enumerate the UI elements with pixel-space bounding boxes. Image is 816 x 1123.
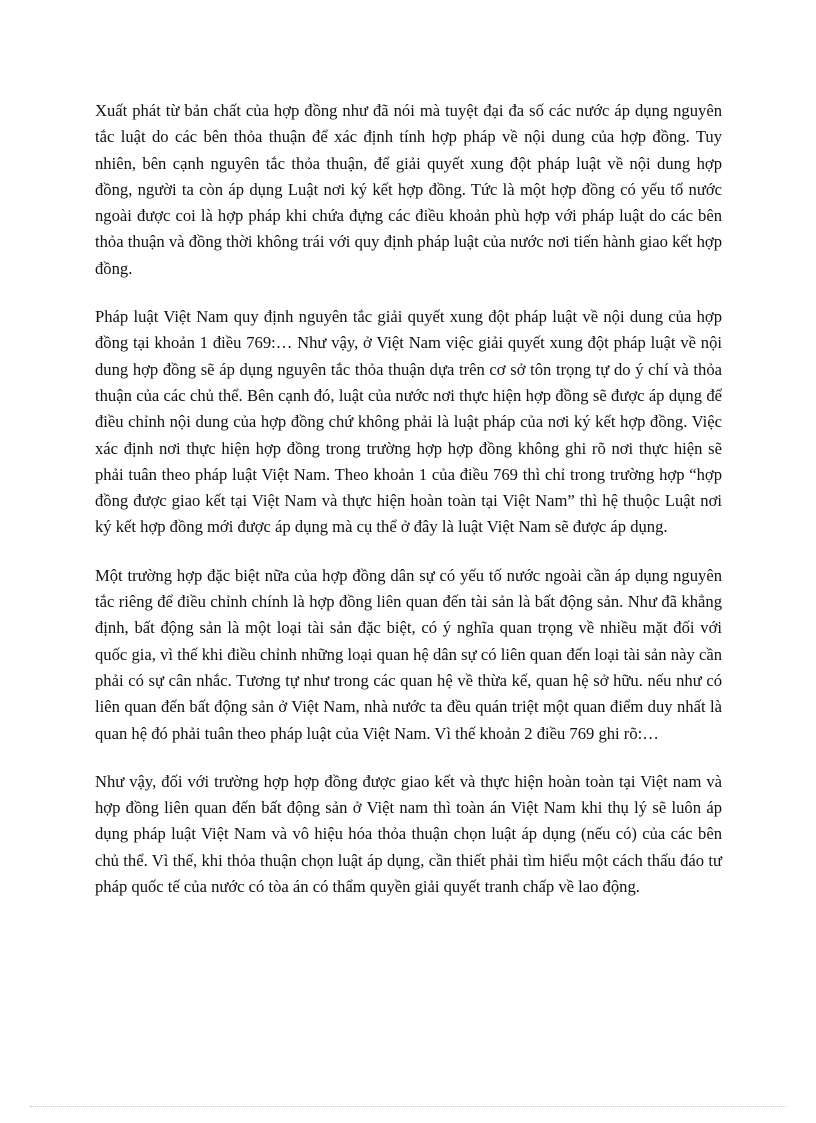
paragraph-1: Xuất phát từ bản chất của hợp đồng như đã nói mà tuyệt đại đa số các nước áp dụng nguyên tắc luật do các bên thỏa thuận để xác định tính hợp pháp về nội dung của hợp đồng. Tuy nhiên, bên cạnh nguyên tắc thỏa thuận, để giải quyết xung đột pháp luật về nội dung hợp đồng, người ta còn áp dụng Luật nơi ký kết hợp đồng. Tức là một hợp đồng có yếu tố nước ngoài được coi là hợp pháp khi chứa đựng các điều khoản phù hợp với pháp luật do các bên thỏa thuận và đồng thời không trái với quy định pháp luật của nước nơi tiến hành giao kết hợp đồng. xyxy=(95,101,722,278)
document-body xyxy=(95,98,722,922)
paragraph-3: Một trường hợp đặc biệt nữa của hợp đồng dân sự có yếu tố nước ngoài cần áp dụng nguyên tắc riêng để điều chỉnh chính là hợp đồng liên quan đến tài sản là bất động sản. Như đã khẳng định, bất động sản là một loại tài sản đặc biệt, có ý nghĩa quan trọng về nhiều mặt đối với quốc gia, vì thế khi điều chỉnh những loại quan hệ dân sự có liên quan đến loại tài sản này cần phải có sự cân nhắc. Tương tự như trong các quan hệ về thừa kế, quan hệ sở hữu. nếu như có liên quan đến bất động sản ở Việt Nam, nhà nước ta đều quán triệt một quan điểm duy nhất là quan hệ đó phải tuân theo pháp luật của Việt Nam. Vì thế khoản 2 điều 769 ghi rõ:… xyxy=(95,565,722,743)
paragraph-2: Pháp luật Việt Nam quy định nguyên tắc giải quyết xung đột pháp luật về nội dung của hợp đồng tại khoản 1 điều 769:… Như vậy, ở Việt Nam việc giải quyết xung đột pháp luật về nội dung hợp đồng sẽ áp dụng nguyên tắc thỏa thuận dựa trên cơ sở tôn trọng tự do ý chí và thỏa thuận của các chủ thể. Bên cạnh đó, luật của nước nơi thực hiện hợp đồng sẽ được áp dụng để điều chỉnh nội dung của hợp đồng chứ không phải là luật pháp của nơi ký kết hợp đồng. Việc xác định nơi thực hiện hợp đồng trong trường hợp hợp đồng không ghi rõ nơi thực hiện sẽ phải tuân theo pháp luật Việt Nam. Theo khoản 1 của điều 769 thì chỉ trong trường hợp “hợp đồng được giao kết tại Việt Nam và thực hiện hoàn toàn tại Việt Nam” thì hệ thuộc Luật nơi ký kết hợp đồng mới được áp dụng mà cụ thể ở đây là luật Việt Nam sẽ được áp dụng. xyxy=(95,307,722,537)
page-bottom-divider xyxy=(30,1106,786,1107)
paragraph-4: Như vậy, đối với trường hợp hợp đồng được giao kết và thực hiện hoàn toàn tại Việt nam và hợp đồng liên quan đến bất động sản ở Việt nam thì toàn án Việt Nam khi thụ lý sẽ luôn áp dụng pháp luật Việt Nam và vô hiệu hóa thỏa thuận chọn luật áp dụng (nếu có) của các bên chủ thể. Vì thế, khi thỏa thuận chọn luật áp dụng, cần thiết phải tìm hiểu một cách thấu đáo tư pháp quốc tế của nước có tòa án có thẩm quyền giải quyết tranh chấp về lao động. xyxy=(95,771,722,897)
